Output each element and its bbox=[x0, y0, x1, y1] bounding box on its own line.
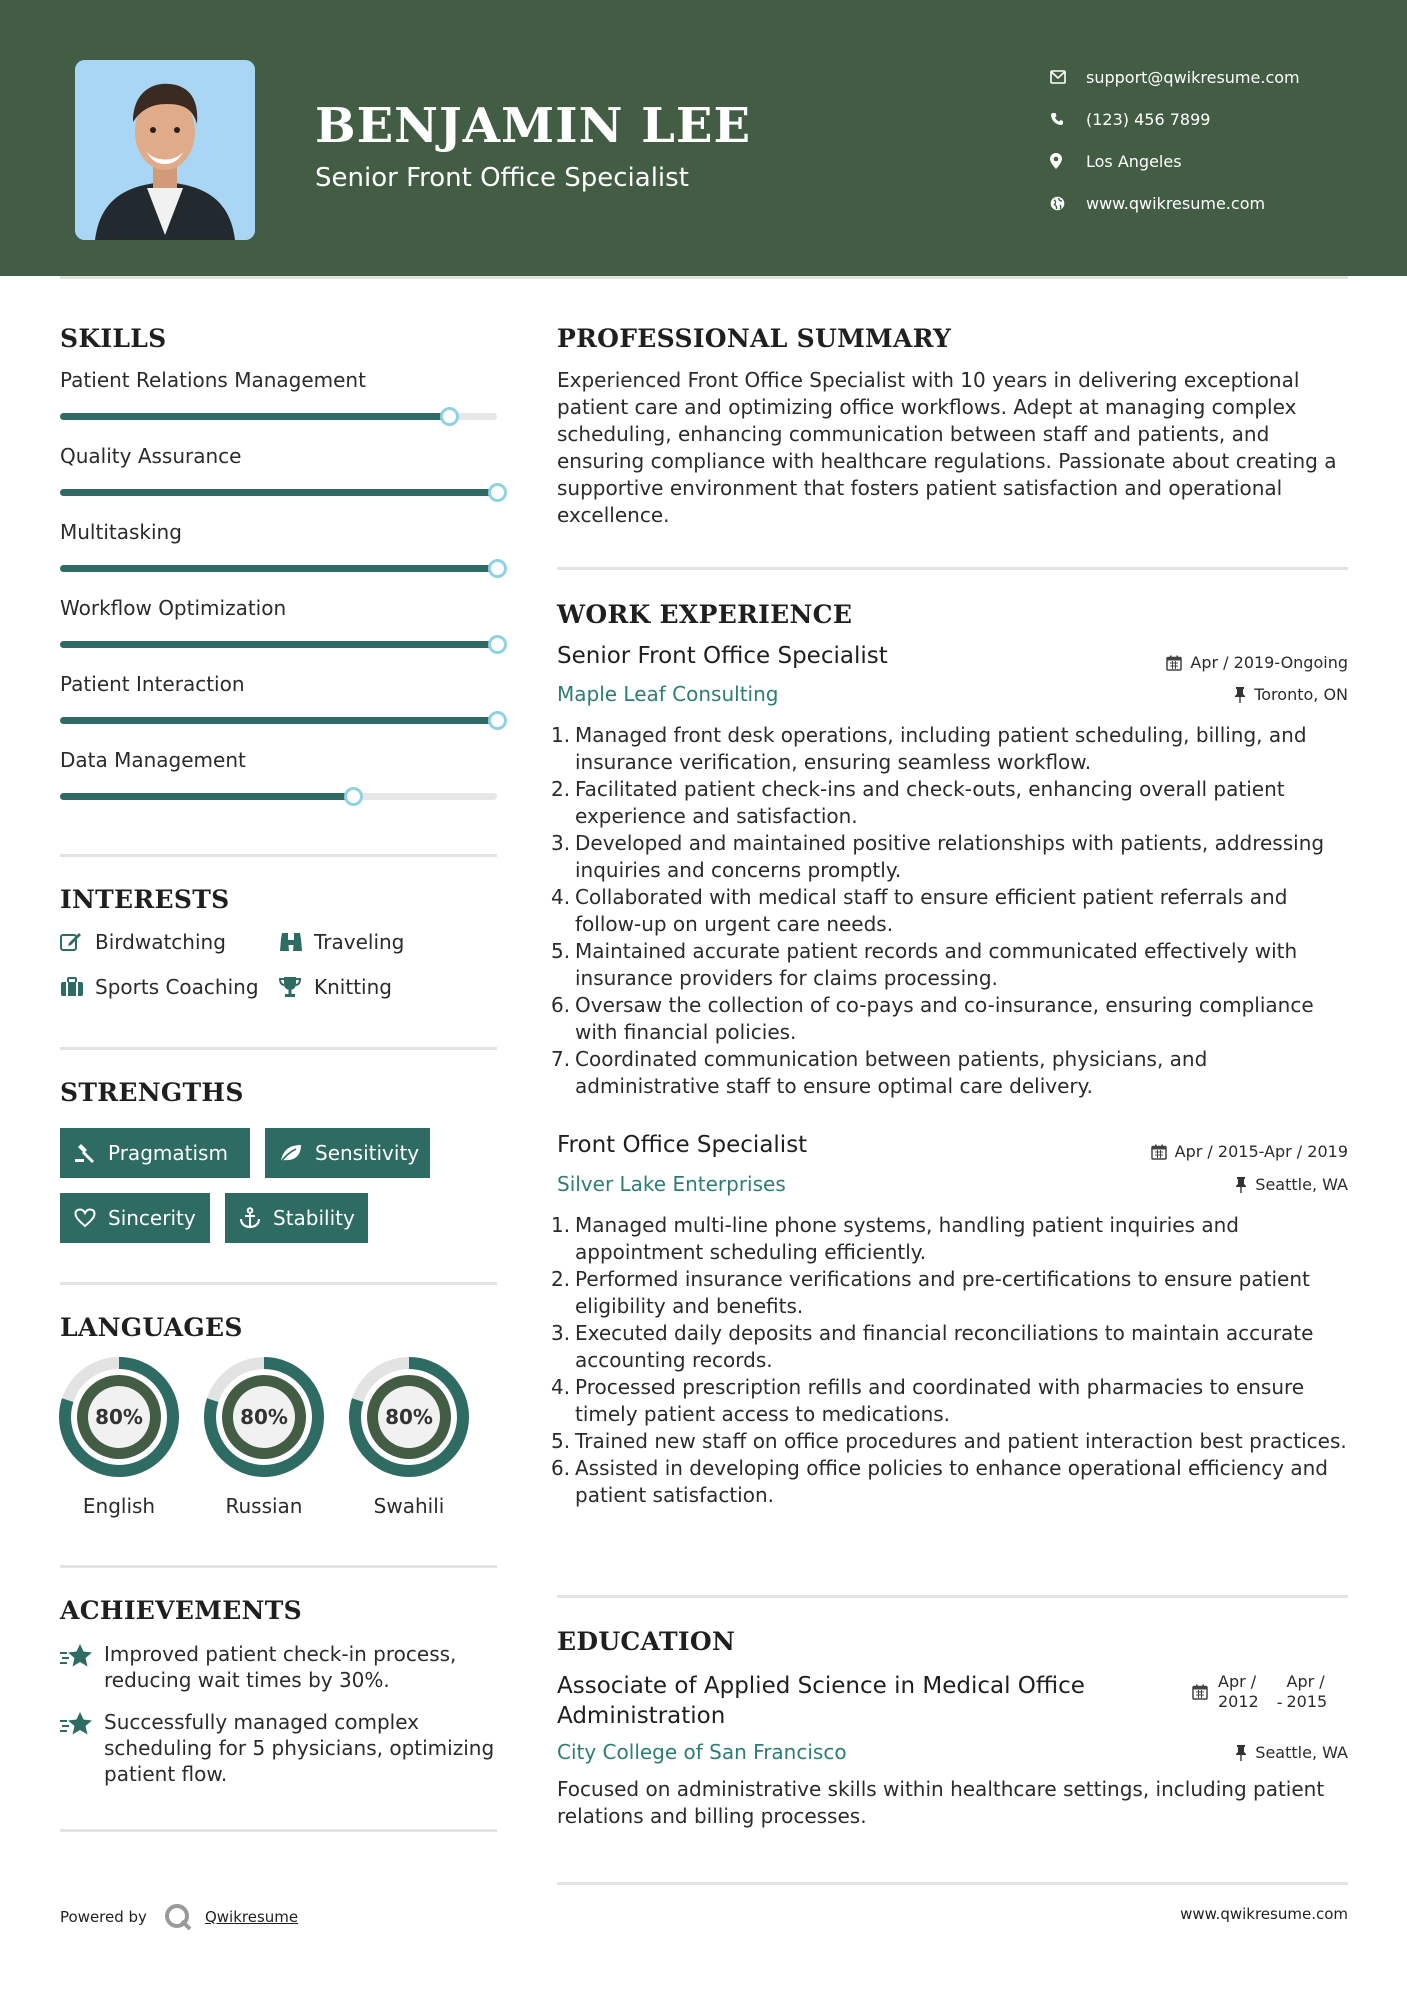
language-label: Swahili bbox=[373, 1494, 445, 1518]
list-item bbox=[551, 1428, 1352, 1455]
interest-label: Sports Coaching bbox=[95, 975, 259, 999]
achievement-item bbox=[60, 1709, 500, 1787]
education-location-text: Seattle, WA bbox=[1255, 1743, 1348, 1762]
gavel-icon bbox=[74, 1142, 96, 1164]
language-item bbox=[203, 1356, 325, 1518]
skill-level-knob bbox=[344, 787, 363, 806]
skill-level-knob bbox=[488, 711, 507, 730]
list-item-text: Assisted in developing office policies to enhance operational efficiency and patient satisfaction. bbox=[575, 1456, 1328, 1507]
education-heading: EDUCATION bbox=[557, 1627, 736, 1656]
globe-icon bbox=[1050, 196, 1086, 211]
candidate-title: Senior Front Office Specialist bbox=[315, 163, 689, 193]
education-text: Focused on administrative skills within healthcare settings, including patient relations and billing processes. bbox=[557, 1777, 1325, 1828]
language-percent: 80% bbox=[240, 1405, 288, 1429]
summary-text: Experienced Front Office Specialist with 10 years in delivering exceptional patient care and optimizing office workflows. Adept at managing complex scheduling, enhancing communication between staff and patients, and ensuring compliance with healthcare regulations. Passionate about creating a supportive environment that fosters patient satisfaction and operational excellence. bbox=[557, 368, 1337, 527]
job-responsibilities bbox=[551, 722, 1352, 1100]
list-item bbox=[551, 1266, 1352, 1320]
skills-heading: SKILLS bbox=[60, 324, 167, 353]
achievements-heading: ACHIEVEMENTS bbox=[60, 1596, 302, 1625]
skill-name: Quality Assurance bbox=[60, 444, 242, 468]
skills-divider bbox=[60, 854, 497, 857]
list-number: 2. bbox=[551, 777, 571, 801]
list-number: 1. bbox=[551, 1213, 571, 1237]
language-donut bbox=[58, 1356, 180, 1478]
list-number: 2. bbox=[551, 1267, 571, 1291]
interest-item bbox=[60, 930, 226, 954]
list-item bbox=[551, 1212, 1352, 1266]
contact-list bbox=[1050, 56, 1300, 224]
language-donut bbox=[203, 1356, 325, 1478]
list-item bbox=[551, 884, 1352, 938]
interest-label: Traveling bbox=[314, 930, 405, 954]
phone-icon bbox=[1050, 112, 1086, 126]
brand-link[interactable]: Qwikresume bbox=[204, 1908, 299, 1926]
school-name: City College of San Francisco bbox=[557, 1740, 847, 1764]
skill-level-bar bbox=[60, 565, 497, 572]
experience-divider bbox=[557, 1595, 1348, 1598]
contact-location bbox=[1050, 140, 1300, 182]
degree-line: Associate of Applied Science in Medical Office bbox=[557, 1673, 1085, 1699]
footer-powered-by bbox=[60, 1902, 298, 1932]
date-part: 2012 bbox=[1218, 1692, 1259, 1711]
list-number: 3. bbox=[551, 831, 571, 855]
skill-level-knob bbox=[488, 483, 507, 502]
job-title: Senior Front Office Specialist bbox=[557, 643, 888, 669]
list-number: 6. bbox=[551, 1456, 571, 1480]
list-number: 5. bbox=[551, 1429, 571, 1453]
education-date bbox=[1192, 1672, 1327, 1712]
strength-label: Stability bbox=[273, 1206, 355, 1230]
header bbox=[0, 0, 1407, 276]
list-item-text: Performed insurance verifications and pre-certifications to ensure patient eligibility and benefits. bbox=[575, 1267, 1310, 1318]
footer-website[interactable]: www.qwikresume.com bbox=[1180, 1905, 1348, 1923]
contact-location-text: Los Angeles bbox=[1086, 151, 1182, 171]
education-divider bbox=[557, 1882, 1348, 1885]
envelope-icon bbox=[1050, 70, 1086, 84]
skill-name: Patient Interaction bbox=[60, 672, 245, 696]
list-item-text: Trained new staff on office procedures and patient interaction best practices. bbox=[575, 1429, 1347, 1453]
list-item-text: Developed and maintained positive relationships with patients, addressing inquiries and concerns promptly. bbox=[575, 831, 1325, 882]
interests-heading: INTERESTS bbox=[60, 885, 230, 914]
list-number: 4. bbox=[551, 885, 571, 909]
skill-name: Multitasking bbox=[60, 520, 182, 544]
star-icon bbox=[60, 1641, 104, 1693]
contact-phone-text: (123) 456 7899 bbox=[1086, 109, 1211, 129]
degree-title bbox=[557, 1671, 1157, 1731]
experience-heading: WORK EXPERIENCE bbox=[557, 600, 853, 629]
skill-level-bar bbox=[60, 641, 497, 648]
languages-heading: LANGUAGES bbox=[60, 1313, 243, 1342]
language-percent: 80% bbox=[385, 1405, 433, 1429]
skill-level-fill bbox=[60, 489, 497, 496]
date-part: Apr / bbox=[1218, 1672, 1257, 1691]
heart-icon bbox=[74, 1208, 96, 1228]
date-separator: - bbox=[1276, 1693, 1283, 1712]
pushpin-icon bbox=[1235, 1745, 1247, 1761]
strength-badge bbox=[60, 1128, 250, 1178]
achievement-item bbox=[60, 1641, 500, 1693]
briefcase-icon bbox=[60, 977, 95, 997]
skill-level-fill bbox=[60, 717, 497, 724]
contact-email-text: support@qwikresume.com bbox=[1086, 67, 1300, 87]
list-number: 7. bbox=[551, 1047, 571, 1071]
list-number: 6. bbox=[551, 993, 571, 1017]
powered-by-text: Powered by bbox=[60, 1908, 147, 1926]
strength-label: Sincerity bbox=[108, 1206, 196, 1230]
contact-website[interactable] bbox=[1050, 182, 1300, 224]
skill-name: Workflow Optimization bbox=[60, 596, 287, 620]
skill-level-fill bbox=[60, 565, 497, 572]
list-item bbox=[551, 830, 1352, 884]
skill-level-knob bbox=[488, 635, 507, 654]
pushpin-icon bbox=[1234, 687, 1246, 703]
skill-level-knob bbox=[488, 559, 507, 578]
list-item bbox=[551, 1455, 1352, 1509]
achievements-divider bbox=[60, 1829, 497, 1832]
education-location bbox=[1235, 1743, 1348, 1762]
list-number: 1. bbox=[551, 723, 571, 747]
list-item-text: Managed front desk operations, including patient scheduling, billing, and insurance verification, ensuring seamless workflow. bbox=[575, 723, 1307, 774]
list-item bbox=[551, 722, 1352, 776]
interests-divider bbox=[60, 1047, 497, 1050]
language-label: Russian bbox=[225, 1494, 303, 1518]
skill-level-bar bbox=[60, 413, 497, 420]
achievement-text: Improved patient check-in process, reducing wait times by 30%. bbox=[104, 1642, 457, 1692]
list-item-text: Coordinated communication between patients, physicians, and administrative staff to ensure optimal care delivery. bbox=[575, 1047, 1208, 1098]
profile-photo bbox=[75, 60, 255, 240]
list-item bbox=[551, 938, 1352, 992]
list-number: 5. bbox=[551, 939, 571, 963]
list-item-text: Oversaw the collection of co-pays and co-insurance, ensuring compliance with financial policies. bbox=[575, 993, 1314, 1044]
list-item-text: Managed multi-line phone systems, handling patient inquiries and appointment scheduling efficiently. bbox=[575, 1213, 1239, 1264]
interest-label: Knitting bbox=[314, 975, 392, 999]
summary-divider bbox=[557, 567, 1348, 570]
strength-badge bbox=[225, 1193, 368, 1243]
pushpin-icon bbox=[1235, 1177, 1247, 1193]
contact-website-text: www.qwikresume.com bbox=[1086, 193, 1266, 213]
list-number: 3. bbox=[551, 1321, 571, 1345]
job-location-text: Toronto, ON bbox=[1254, 685, 1348, 704]
skill-name: Data Management bbox=[60, 748, 246, 772]
list-item-text: Processed prescription refills and coordinated with pharmacies to ensure timely patient access to medications. bbox=[575, 1375, 1305, 1426]
edit-icon bbox=[60, 932, 95, 952]
strengths-divider bbox=[60, 1282, 497, 1285]
list-item bbox=[551, 992, 1352, 1046]
achievement-text: Successfully managed complex scheduling for 5 physicians, optimizing patient flow. bbox=[104, 1710, 495, 1786]
skill-level-fill bbox=[60, 793, 353, 800]
strength-label: Pragmatism bbox=[108, 1141, 228, 1165]
summary-heading: PROFESSIONAL SUMMARY bbox=[557, 324, 952, 353]
list-item-text: Collaborated with medical staff to ensure efficient patient referrals and follow-up on urgent care needs. bbox=[575, 885, 1288, 936]
star-icon bbox=[60, 1709, 104, 1787]
list-item-text: Executed daily deposits and financial reconciliations to maintain accurate accounting records. bbox=[575, 1321, 1314, 1372]
job-date-text: Apr / 2019-Ongoing bbox=[1190, 653, 1348, 672]
anchor-icon bbox=[239, 1207, 261, 1229]
skill-level-knob bbox=[440, 407, 459, 426]
interest-label: Birdwatching bbox=[95, 930, 226, 954]
skill-level-bar bbox=[60, 717, 497, 724]
interest-item bbox=[60, 975, 259, 999]
job-responsibilities bbox=[551, 1212, 1352, 1509]
languages-divider bbox=[60, 1565, 497, 1568]
job-date bbox=[1151, 1142, 1348, 1161]
location-pin-icon bbox=[1050, 153, 1086, 169]
binoculars-icon bbox=[279, 931, 314, 953]
qwikresume-logo-icon bbox=[163, 1902, 193, 1932]
education-date-start bbox=[1218, 1672, 1259, 1712]
education-date-end bbox=[1287, 1672, 1328, 1712]
language-donut bbox=[348, 1356, 470, 1478]
language-item bbox=[348, 1356, 470, 1518]
strengths-heading: STRENGTHS bbox=[60, 1078, 244, 1107]
language-label: English bbox=[82, 1494, 156, 1518]
job-company: Maple Leaf Consulting bbox=[557, 682, 779, 706]
skill-name: Patient Relations Management bbox=[60, 368, 366, 392]
candidate-name: BENJAMIN LEE bbox=[315, 98, 752, 154]
job-date bbox=[1166, 653, 1348, 672]
language-percent: 80% bbox=[95, 1405, 143, 1429]
skill-level-bar bbox=[60, 793, 497, 800]
list-item-text: Maintained accurate patient records and communicated effectively with insurance providers for claims processing. bbox=[575, 939, 1298, 990]
job-location-text: Seattle, WA bbox=[1255, 1175, 1348, 1194]
date-part: 2015 bbox=[1286, 1692, 1328, 1711]
list-item bbox=[551, 1374, 1352, 1428]
job-location bbox=[1235, 1175, 1348, 1194]
strength-badge bbox=[60, 1193, 210, 1243]
interest-item bbox=[279, 930, 404, 954]
interest-item bbox=[279, 975, 392, 999]
strength-label: Sensitivity bbox=[315, 1141, 420, 1165]
leaf-icon bbox=[279, 1143, 303, 1163]
language-item bbox=[58, 1356, 180, 1518]
contact-phone[interactable] bbox=[1050, 98, 1300, 140]
degree-line: Administration bbox=[557, 1703, 726, 1729]
contact-email[interactable] bbox=[1050, 56, 1300, 98]
skill-level-fill bbox=[60, 413, 449, 420]
calendar-icon bbox=[1151, 1144, 1167, 1160]
trophy-icon bbox=[279, 976, 314, 998]
strength-badge bbox=[265, 1128, 430, 1178]
calendar-icon bbox=[1192, 1684, 1208, 1700]
list-item bbox=[551, 1320, 1352, 1374]
skill-level-fill bbox=[60, 641, 497, 648]
skill-level-bar bbox=[60, 489, 497, 496]
list-item-text: Facilitated patient check-ins and check-outs, enhancing overall patient experience and satisfaction. bbox=[575, 777, 1285, 828]
job-company: Silver Lake Enterprises bbox=[557, 1172, 786, 1196]
calendar-icon bbox=[1166, 655, 1182, 671]
job-location bbox=[1234, 685, 1348, 704]
list-item bbox=[551, 776, 1352, 830]
list-item bbox=[551, 1046, 1352, 1100]
job-date-text: Apr / 2015-Apr / 2019 bbox=[1174, 1142, 1348, 1161]
date-part: Apr / bbox=[1286, 1672, 1325, 1691]
job-title: Front Office Specialist bbox=[557, 1132, 808, 1158]
list-number: 4. bbox=[551, 1375, 571, 1399]
header-divider bbox=[60, 276, 1348, 279]
